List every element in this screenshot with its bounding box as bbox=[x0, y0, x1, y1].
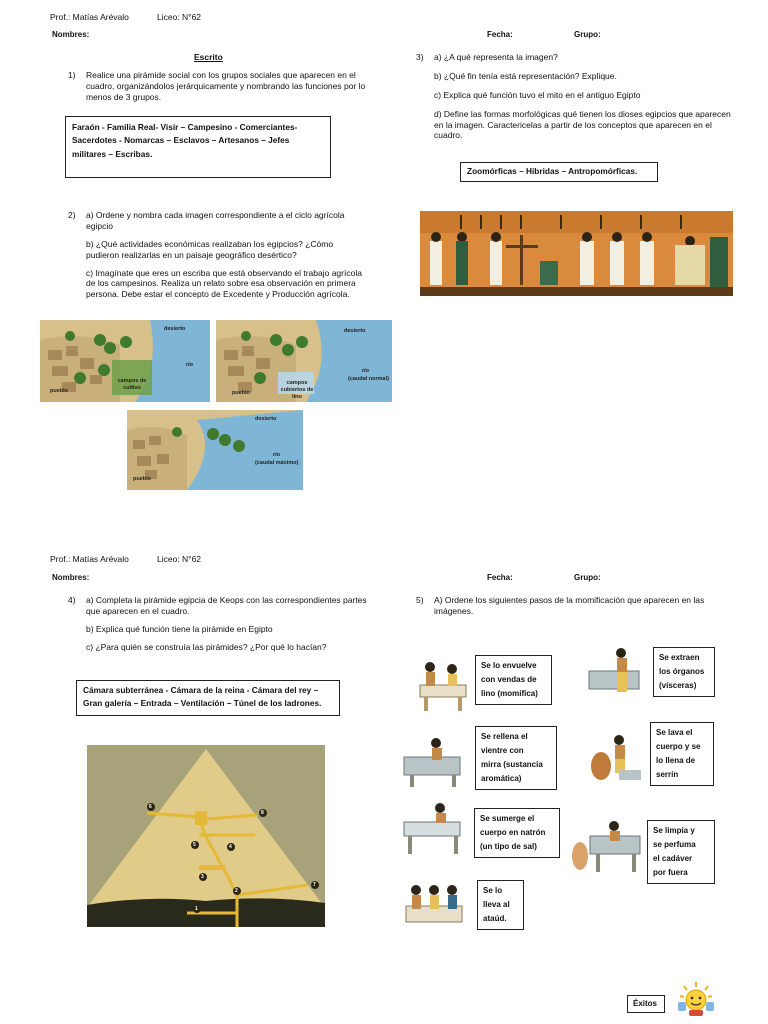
landscape-2-desert-label: desierto bbox=[344, 328, 366, 334]
question-4b-text: b) Explica qué función tiene la pirámide en Egipto bbox=[86, 623, 273, 634]
question-3a-text: a) ¿A qué representa la imagen? bbox=[434, 52, 558, 62]
step-line: (un tipo de sal) bbox=[480, 842, 537, 851]
p1-nombres: Nombres: bbox=[52, 30, 90, 39]
nile-landscape-2 bbox=[216, 320, 392, 402]
mummification-figure-3 bbox=[400, 735, 470, 791]
social-groups-line-1: Faraón - Familia Real- Visir – Campesino - Comerciantes- bbox=[72, 122, 298, 132]
step-line: con vendas de bbox=[481, 675, 537, 684]
p1-prof: Prof.: Matías Arévalo bbox=[50, 12, 129, 22]
step-line: (vísceras) bbox=[659, 681, 697, 690]
question-4-number: 4) bbox=[68, 595, 76, 605]
step-line: Se lava el bbox=[656, 728, 693, 737]
footer-good-luck: Éxitos bbox=[627, 995, 665, 1013]
question-4a-text: a) Completa la pirámide egipcia de Keops con las correspondientes partes que aparecen en el cuadro. bbox=[86, 595, 367, 616]
question-5 bbox=[416, 595, 716, 617]
papyrus-drawing bbox=[420, 211, 733, 296]
pyramid-number-2: 2 bbox=[235, 888, 238, 894]
step-line: serrín bbox=[656, 770, 679, 779]
step-line: cuerpo y se bbox=[656, 742, 701, 751]
step-line: Se lo bbox=[483, 886, 503, 895]
step-line: los órganos bbox=[659, 667, 705, 676]
p2-fecha: Fecha: bbox=[487, 573, 513, 582]
question-1 bbox=[68, 70, 368, 103]
mummification-step-perfume bbox=[647, 820, 715, 884]
pyramid-number-4: 4 bbox=[229, 844, 232, 850]
keops-pyramid-diagram bbox=[87, 745, 325, 927]
question-5-number: 5) bbox=[416, 595, 424, 605]
landscape-1-town-label: pueblo bbox=[50, 388, 69, 394]
landscape-3-river-label: río bbox=[273, 452, 281, 458]
landscape-3-flow-label: (caudal máximo) bbox=[255, 460, 299, 466]
landscape-2-flow-label: (caudal normal) bbox=[348, 376, 389, 382]
mummification-figure-4 bbox=[585, 730, 643, 786]
question-3d-text: d) Define las formas morfológicas qué tienen los dioses egipcios que aparecen en la imagen. Caractericelas a partir de los conceptos que aparecen en el cuadro. bbox=[434, 108, 731, 141]
pyramid-number-3: 3 bbox=[201, 874, 204, 880]
p1-grupo: Grupo: bbox=[574, 30, 601, 39]
nile-landscape-3-drawing bbox=[127, 410, 303, 490]
mummification-figure-6 bbox=[570, 820, 644, 878]
pyramid-parts-line-2: Gran galería – Entrada – Ventilación – Túnel de los ladrones. bbox=[83, 698, 322, 709]
god-forms-box: Zoomórficas – Hibridas – Antropomórficas. bbox=[460, 162, 658, 182]
question-4c-text: c) ¿Para quién se construía las pirámides? ¿Por qué lo hacían? bbox=[86, 641, 327, 652]
mummification-step-coffin bbox=[477, 880, 524, 930]
section-title: Escrito bbox=[194, 52, 223, 62]
step-line: Se extraen bbox=[659, 653, 700, 662]
landscape-1-fields-label: campos de cultivo bbox=[117, 378, 147, 392]
mummification-figure-7 bbox=[402, 880, 468, 934]
p1-liceo: Liceo: N°62 bbox=[157, 12, 202, 22]
question-1-number: 1) bbox=[68, 70, 76, 80]
social-groups-line-3: militares – Escribas. bbox=[72, 148, 153, 159]
landscape-1-river-label: río bbox=[186, 362, 194, 368]
mummification-step-natron bbox=[474, 808, 560, 858]
step-line: el cadáver bbox=[653, 854, 693, 863]
step-line: se perfuma bbox=[653, 840, 696, 849]
landscape-3-desert-label: desierto bbox=[255, 416, 277, 422]
mummification-step-wrap bbox=[475, 655, 552, 705]
nile-landscape-1 bbox=[40, 320, 210, 402]
pyramid-drawing bbox=[87, 745, 325, 927]
landscape-2-town-label: pueblo bbox=[232, 390, 251, 396]
question-2-number: 2) bbox=[68, 210, 76, 220]
question-3 bbox=[416, 52, 736, 141]
pyramid-number-7: 7 bbox=[313, 882, 316, 888]
mummification-step-fill-myrrh bbox=[475, 726, 557, 790]
mummification-step-wash bbox=[650, 722, 714, 786]
p2-nombres: Nombres: bbox=[52, 573, 90, 582]
nile-landscape-3 bbox=[127, 410, 303, 490]
p2-prof: Prof.: Matías Arévalo bbox=[50, 554, 129, 564]
pyramid-number-6: 6 bbox=[149, 804, 152, 810]
step-line: Se limpia y bbox=[653, 826, 695, 835]
mummification-figure-5 bbox=[400, 800, 468, 858]
pyramid-parts-box bbox=[76, 680, 340, 716]
smiley-thumbs-up-icon bbox=[672, 980, 718, 1018]
p1-fecha: Fecha: bbox=[487, 30, 513, 39]
step-line: aromática) bbox=[481, 774, 522, 783]
mummification-step-remove-organs bbox=[653, 647, 715, 697]
step-line: mirra (sustancia bbox=[481, 760, 543, 769]
pyramid-number-5: 5 bbox=[193, 842, 196, 848]
question-3b-text: b) ¿Qué fin tenía está representación? Explique. bbox=[434, 70, 617, 81]
question-1-text: Realice una pirámide social con los grupos sociales que aparecen en el cuadro, organizándolos jerárquicamente y nombrando las funciones por lo menos de 3 grupos. bbox=[86, 70, 366, 102]
social-groups-box bbox=[65, 116, 331, 178]
social-groups-line-2: Sacerdotes - Nomarcas – Esclavos – Artesanos – Jefes bbox=[72, 135, 290, 146]
question-3c-text: c) Explica qué función tuvo el mito en el antiguo Egipto bbox=[434, 89, 641, 100]
question-3-number: 3) bbox=[416, 52, 424, 62]
egyptian-papyrus-image bbox=[420, 211, 733, 296]
step-line: ataúd. bbox=[483, 914, 507, 923]
step-line: lo llena de bbox=[656, 756, 696, 765]
question-2c-text: c) Imagínate que eres un escriba que está observando el trabajo agrícola de los campesinos. Realiza un relato sobre esa observación en primera persona. Debe estar el concepto de Excedente y Producción agrícola. bbox=[86, 267, 362, 300]
pyramid-number-8: 8 bbox=[261, 810, 264, 816]
p2-grupo: Grupo: bbox=[574, 573, 601, 582]
landscape-2-fields-label: campos cubiertos de lino bbox=[280, 380, 314, 401]
landscape-3-town-label: pueblo bbox=[133, 476, 152, 482]
p2-liceo: Liceo: N°62 bbox=[157, 554, 202, 564]
mummification-figure-2 bbox=[585, 645, 649, 701]
step-line: lino (momifica) bbox=[481, 689, 538, 698]
mummification-figure-1 bbox=[412, 655, 472, 715]
step-line: lleva al bbox=[483, 900, 510, 909]
landscape-1-desert-label: desierto bbox=[164, 326, 186, 332]
step-line: Se lo envuelve bbox=[481, 661, 537, 670]
step-line: Se sumerge el bbox=[480, 814, 535, 823]
question-4 bbox=[68, 595, 368, 653]
question-2a-text: a) Ordene y nombra cada imagen correspondiente a el ciclo agrícola egipcio bbox=[86, 210, 345, 231]
question-2 bbox=[68, 210, 368, 300]
question-2b-text: b) ¿Qué actividades económicas realizaban los egipcios? ¿Cómo pudieron realizarlas en un paisaje geográfico desértico? bbox=[86, 238, 334, 260]
step-line: vientre con bbox=[481, 746, 524, 755]
step-line: cuerpo en natrón bbox=[480, 828, 546, 837]
step-line: Se rellena el bbox=[481, 732, 528, 741]
pyramid-parts-line-1: Cámara subterránea - Cámara de la reina - Cámara del rey – bbox=[83, 685, 319, 695]
step-line: por fuera bbox=[653, 868, 688, 877]
landscape-2-river-label: río bbox=[362, 368, 370, 374]
question-5-text: A) Ordene los siguientes pasos de la momificación que aparecen en las imágenes. bbox=[434, 595, 705, 616]
pyramid-number-1: 1 bbox=[195, 906, 198, 912]
